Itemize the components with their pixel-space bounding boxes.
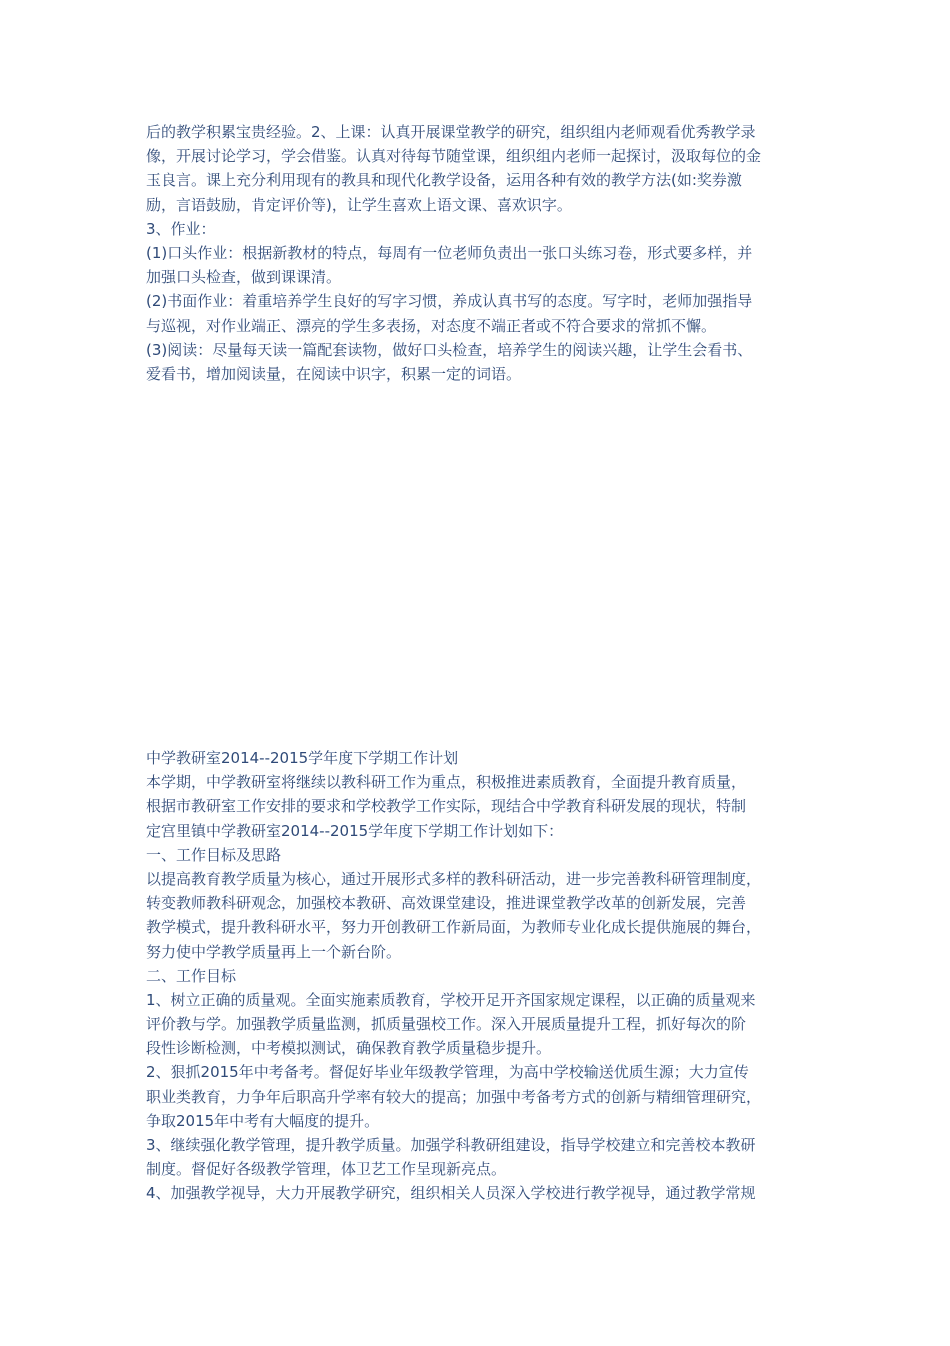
- text-line: 1、树立正确的质量观。全面实施素质教育，学校开足开齐国家规定课程，以正确的质量观来: [146, 990, 756, 1009]
- text-line: 段性诊断检测，中考模拟测试，确保教育教学质量稳步提升。: [146, 1039, 552, 1058]
- text-line: (1)口头作业：根据新教材的特点，每周有一位老师负责出一张口头练习卷，形式要多样，并: [146, 243, 753, 262]
- text-line: 努力使中学教学质量再上一个新台阶。: [146, 942, 402, 961]
- text-line: (3)阅读：尽量每天读一篇配套读物，做好口头检查，培养学生的阅读兴趣，让学生会看书、: [146, 340, 753, 359]
- text-line: 爱看书，增加阅读量，在阅读中识字，积累一定的词语。: [146, 364, 522, 383]
- text-line: 教学模式，提升教科研水平，努力开创教研工作新局面，为教师专业化成长提供施展的舞台，: [146, 918, 762, 937]
- top-text-block: [146, 120, 814, 386]
- text-line: 本学期，中学教研室将继续以教科研工作为重点，积极推进素质教育，全面提升教育质量，: [146, 773, 747, 792]
- text-line: 根据市教研室工作安排的要求和学校教学工作实际，现结合中学教育科研发展的现状，特制: [146, 797, 747, 816]
- text-line: 评价教与学。加强教学质量监测，抓质量强校工作。深入开展质量提升工程，抓好每次的阶: [146, 1015, 747, 1034]
- text-line: (2)书面作业：着重培养学生良好的写字习惯，养成认真书写的态度。写字时，老师加强指导: [146, 292, 753, 311]
- bottom-text-block: [146, 746, 814, 1206]
- text-line: 职业类教育，力争年后职高升学率有较大的提高；加强中考备考方式的创新与精细管理研究，: [146, 1087, 762, 1106]
- text-line: 像，开展讨论学习，学会借鉴。认真对待每节随堂课，组织组内老师一起探讨，汲取每位的金: [146, 147, 762, 166]
- section-heading: 一、工作目标及思路: [146, 845, 282, 864]
- text-line: 4、加强教学视导，大力开展教学研究，组织相关人员深入学校进行教学视导，通过教学常规: [146, 1184, 756, 1203]
- text-line: 玉良言。课上充分利用现有的教具和现代化教学设备，运用各种有效的教学方法(如:奖券激: [146, 171, 742, 190]
- text-line: 励，言语鼓励，肯定评价等)，让学生喜欢上语文课、喜欢识字。: [146, 195, 572, 214]
- document-title: 中学教研室2014--2015学年度下学期工作计划: [146, 749, 459, 767]
- section-heading: 二、工作目标: [146, 966, 237, 985]
- text-line: 2、狠抓2015年中考备考。督促好毕业年级教学管理，为高中学校输送优质生源；大力宣传: [146, 1063, 749, 1082]
- text-line: 制度。督促好各级教学管理，体卫艺工作呈现新亮点。: [146, 1160, 507, 1179]
- text-line: 与巡视，对作业端正、漂亮的学生多表扬，对态度不端正者或不符合要求的常抓不懈。: [146, 316, 717, 335]
- text-line: 定宫里镇中学教研室2014--2015学年度下学期工作计划如下：: [146, 821, 564, 840]
- text-line: 后的教学积累宝贵经验。2、上课：认真开展课堂教学的研究，组织组内老师观看优秀教学录: [146, 123, 756, 141]
- text-line: 争取2015年中考有大幅度的提升。: [146, 1111, 380, 1130]
- text-line: 3、继续强化教学管理，提升教学质量。加强学科教研组建设，指导学校建立和完善校本教研: [146, 1136, 756, 1154]
- text-line: 以提高教育教学质量为核心，通过开展形式多样的教科研活动，进一步完善教科研管理制度，: [146, 869, 762, 888]
- text-line: 加强口头检查，做到课课清。: [146, 268, 342, 287]
- section-heading: 3、作业：: [146, 219, 216, 238]
- text-line: 转变教师教科研观念，加强校本教研、高效课堂建设，推进课堂教学改革的创新发展，完善: [146, 894, 747, 913]
